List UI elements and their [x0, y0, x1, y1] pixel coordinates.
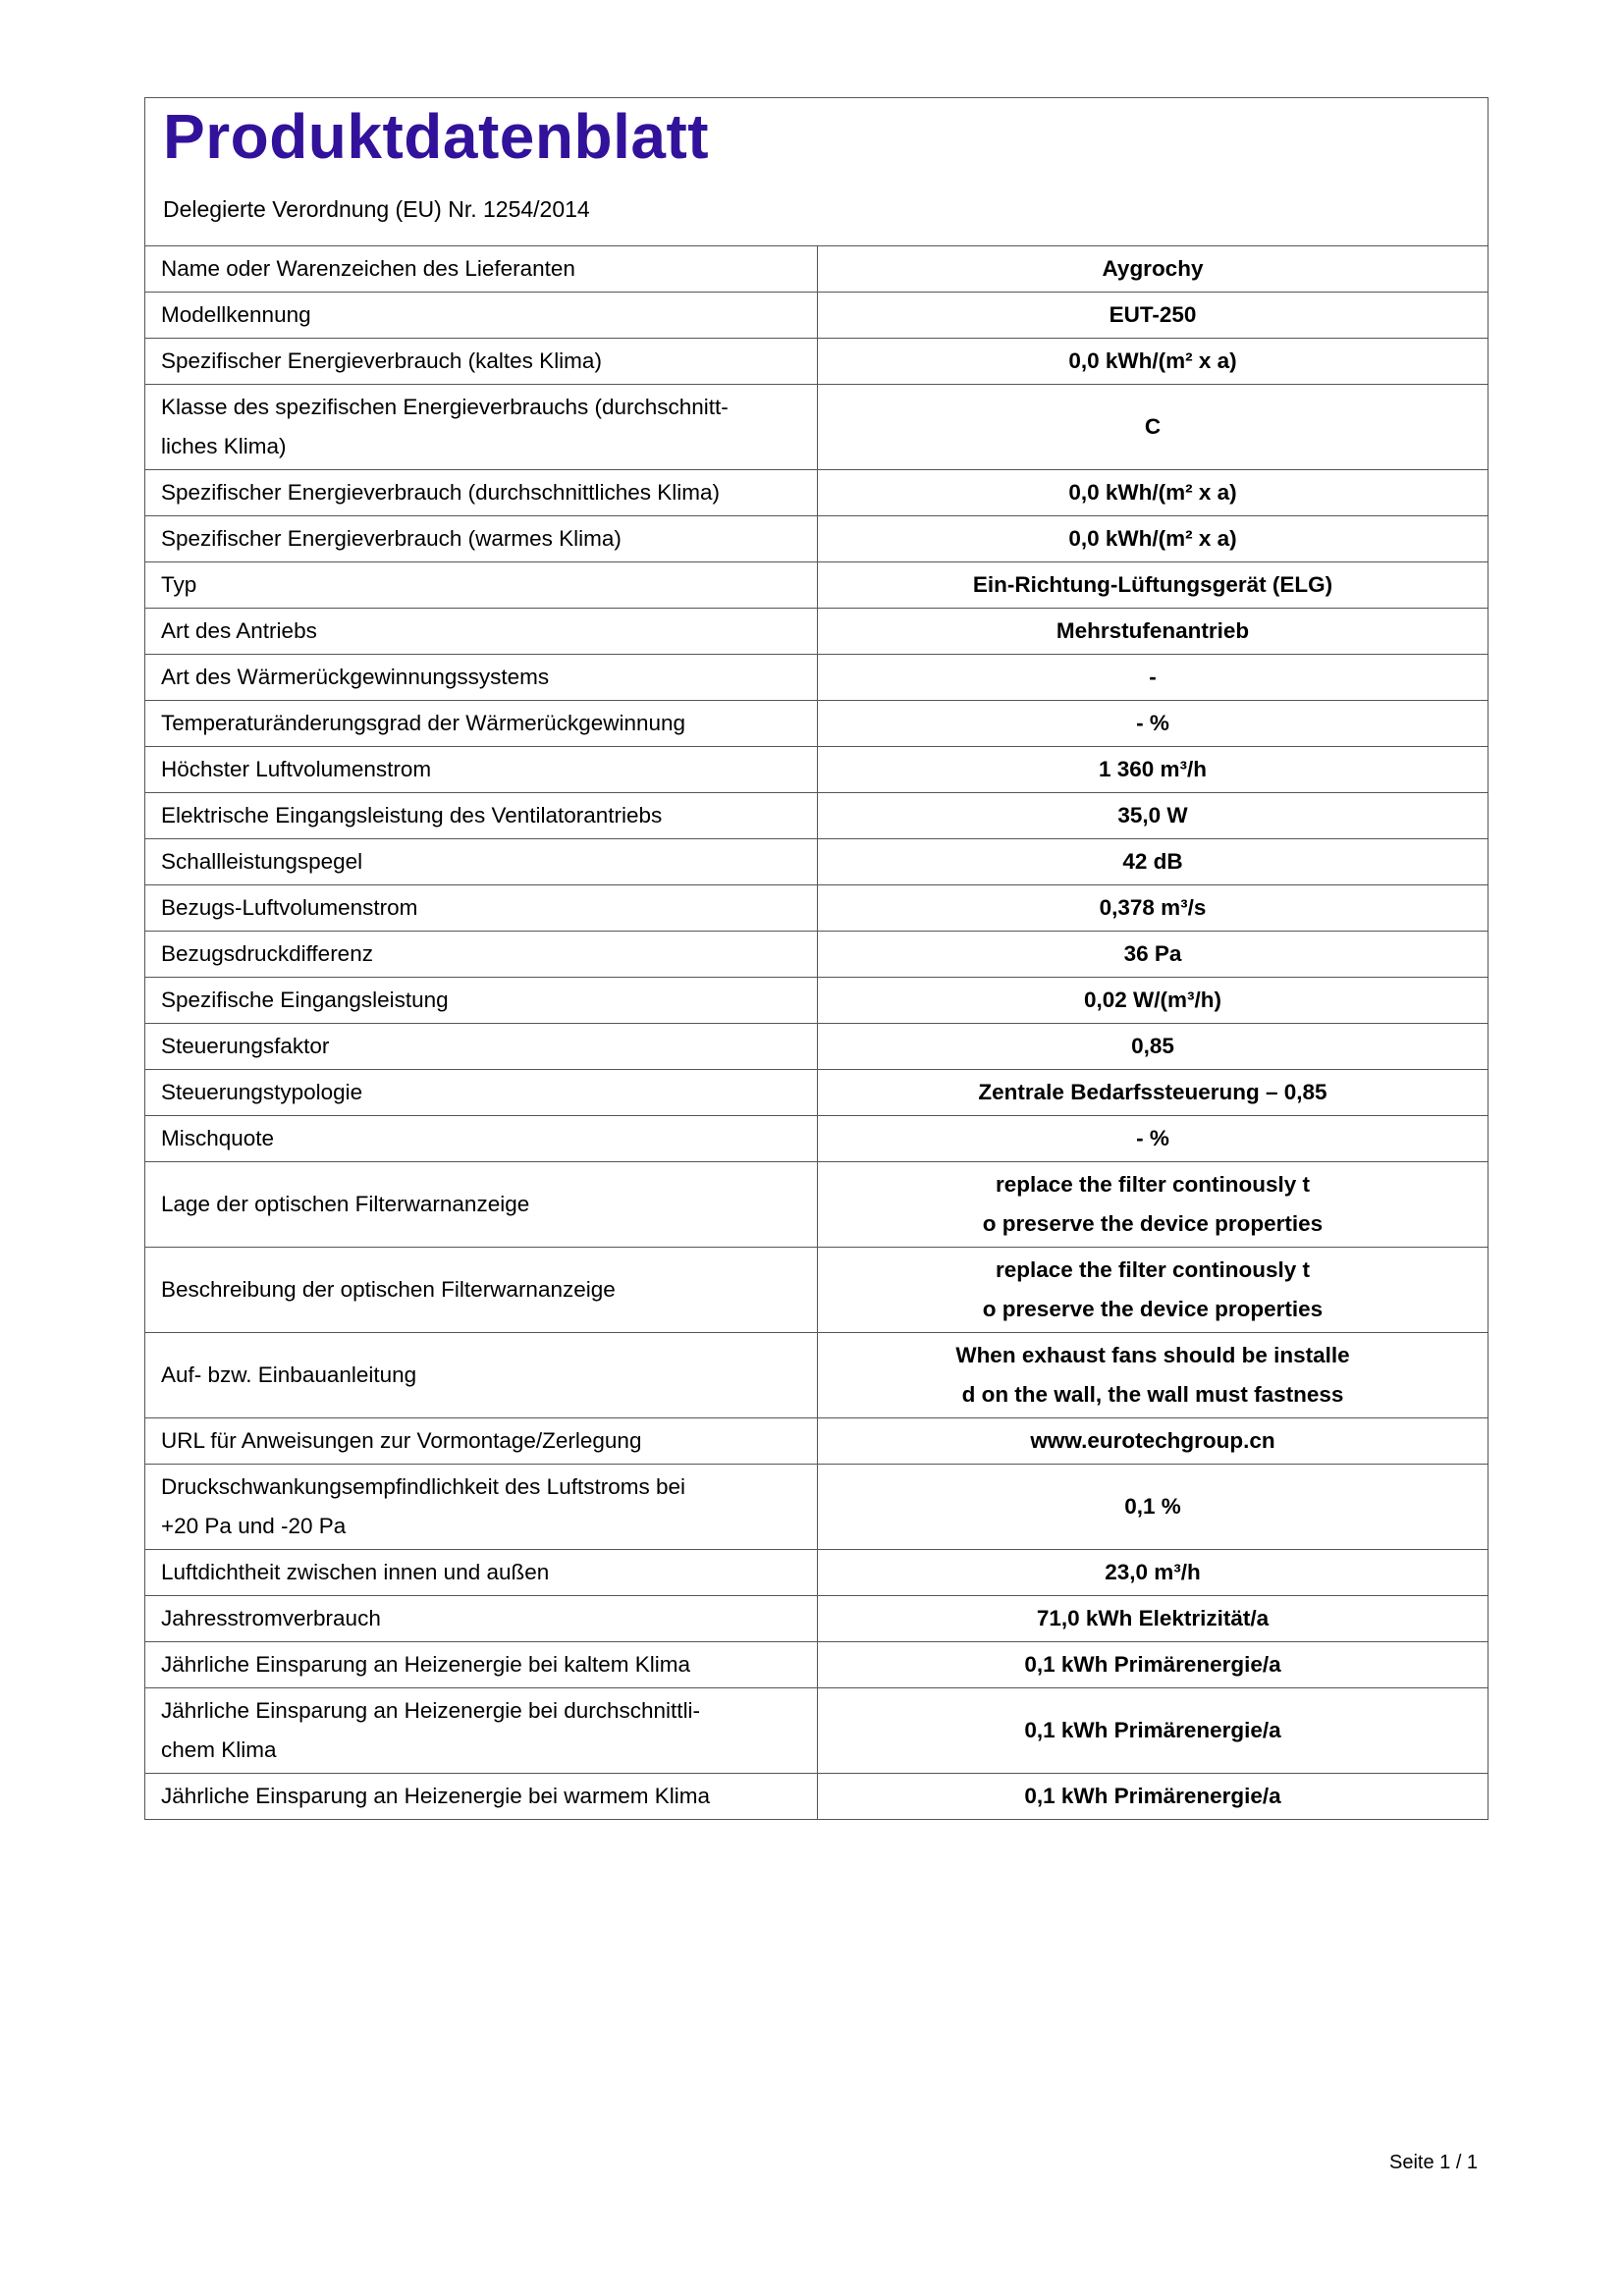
row-value: Aygrochy	[1102, 256, 1204, 281]
row-value: 0,1 %	[818, 1465, 1489, 1550]
row-label: Name oder Warenzeichen des Lieferanten	[145, 246, 818, 293]
row-label: Druckschwankungsempfindlichkeit des Luftstroms bei +20 Pa und -20 Pa	[145, 1465, 818, 1550]
table-row	[145, 747, 1488, 793]
row-label: Schallleistungspegel	[145, 839, 818, 885]
data-table	[145, 246, 1488, 1819]
table-row	[145, 562, 1488, 609]
row-value: 0,0 kWh/(m² x a)	[818, 516, 1489, 562]
product-data-sheet	[144, 97, 1489, 1820]
row-value: 1 360 m³/h	[818, 747, 1489, 793]
row-value: 35,0 W	[818, 793, 1489, 839]
row-label: Spezifische Eingangsleistung	[145, 978, 818, 1024]
table-row	[145, 1596, 1488, 1642]
row-value: Ein-Richtung-Lüftungsgerät (ELG)	[818, 562, 1489, 609]
row-value: When exhaust fans should be installe d on the wall, the wall must fastness	[818, 1333, 1489, 1418]
row-label: Spezifischer Energieverbrauch (warmes Klima)	[145, 516, 818, 562]
table-row	[145, 1418, 1488, 1465]
row-label: Mischquote	[145, 1116, 818, 1162]
table-row	[145, 1024, 1488, 1070]
row-label: Auf- bzw. Einbauanleitung	[145, 1333, 818, 1418]
table-row	[145, 1116, 1488, 1162]
row-label: Luftdichtheit zwischen innen und außen	[145, 1550, 818, 1596]
table-row	[145, 1070, 1488, 1116]
row-label: URL für Anweisungen zur Vormontage/Zerlegung	[145, 1418, 818, 1465]
row-label: Bezugsdruckdifferenz	[145, 932, 818, 978]
table-row	[145, 885, 1488, 932]
header	[145, 98, 1488, 246]
row-label: Höchster Luftvolumenstrom	[145, 747, 818, 793]
table-row	[145, 1248, 1488, 1333]
table-row	[145, 655, 1488, 701]
table-row	[145, 793, 1488, 839]
row-label: Typ	[145, 562, 818, 609]
row-label: Lage der optischen Filterwarnanzeige	[145, 1162, 818, 1248]
table-row	[145, 516, 1488, 562]
row-value: 36 Pa	[818, 932, 1489, 978]
row-value: 0,378 m³/s	[818, 885, 1489, 932]
table-row	[145, 1465, 1488, 1550]
row-value: EUT-250	[818, 293, 1489, 339]
row-value: Zentrale Bedarfssteuerung – 0,85	[818, 1070, 1489, 1116]
row-label: Beschreibung der optischen Filterwarnanzeige	[145, 1248, 818, 1333]
table-row	[145, 701, 1488, 747]
row-label: Art des Antriebs	[145, 609, 818, 655]
row-value: replace the filter continously t o preserve the device properties	[818, 1248, 1489, 1333]
row-value: 0,1 kWh Primärenergie/a	[818, 1688, 1489, 1774]
row-value: 42 dB	[818, 839, 1489, 885]
row-label: Temperaturänderungsgrad der Wärmerückgewinnung	[145, 701, 818, 747]
table-row	[145, 609, 1488, 655]
row-label: Elektrische Eingangsleistung des Ventilatorantriebs	[145, 793, 818, 839]
table-row	[145, 246, 1488, 293]
table-row	[145, 1333, 1488, 1418]
row-label: Jährliche Einsparung an Heizenergie bei kaltem Klima	[145, 1642, 818, 1688]
page-number: Seite 1 / 1	[1389, 2152, 1479, 2173]
row-value: www.eurotechgroup.cn	[818, 1418, 1489, 1465]
row-label: Klasse des spezifischen Energieverbrauchs (durchschnitt- liches Klima)	[145, 385, 818, 470]
row-label: Spezifischer Energieverbrauch (durchschnittliches Klima)	[145, 470, 818, 516]
row-value: 23,0 m³/h	[818, 1550, 1489, 1596]
table-row	[145, 470, 1488, 516]
row-label: Jährliche Einsparung an Heizenergie bei durchschnittli- chem Klima	[145, 1688, 818, 1774]
row-label: Bezugs-Luftvolumenstrom	[145, 885, 818, 932]
table-row	[145, 932, 1488, 978]
row-value: replace the filter continously t o preserve the device properties	[818, 1162, 1489, 1248]
row-value: 0,0 kWh/(m² x a)	[818, 339, 1489, 385]
table-row	[145, 839, 1488, 885]
row-value: - %	[818, 701, 1489, 747]
table-row	[145, 978, 1488, 1024]
table-row	[145, 385, 1488, 470]
table-row	[145, 1642, 1488, 1688]
table-row	[145, 1774, 1488, 1820]
row-label: Art des Wärmerückgewinnungssystems	[145, 655, 818, 701]
row-value: -	[818, 655, 1489, 701]
table-row	[145, 1162, 1488, 1248]
regulation-subtitle: Delegierte Verordnung (EU) Nr. 1254/2014	[163, 196, 590, 222]
row-label: Modellkennung	[145, 293, 818, 339]
row-value: 71,0 kWh Elektrizität/a	[818, 1596, 1489, 1642]
row-label: Jährliche Einsparung an Heizenergie bei warmem Klima	[145, 1774, 818, 1820]
row-value: 0,85	[818, 1024, 1489, 1070]
row-value: C	[818, 385, 1489, 470]
page-title: Produktdatenblatt	[163, 101, 710, 172]
row-label: Spezifischer Energieverbrauch (kaltes Klima)	[145, 339, 818, 385]
row-value: - %	[818, 1116, 1489, 1162]
table-row	[145, 1550, 1488, 1596]
row-label: Steuerungsfaktor	[145, 1024, 818, 1070]
table-row	[145, 1688, 1488, 1774]
row-value: Mehrstufenantrieb	[818, 609, 1489, 655]
row-value: 0,1 kWh Primärenergie/a	[818, 1642, 1489, 1688]
table-row	[145, 339, 1488, 385]
row-value: 0,02 W/(m³/h)	[818, 978, 1489, 1024]
row-label: Steuerungstypologie	[145, 1070, 818, 1116]
table-row	[145, 293, 1488, 339]
row-label: Jahresstromverbrauch	[145, 1596, 818, 1642]
row-value: 0,0 kWh/(m² x a)	[818, 470, 1489, 516]
row-value: 0,1 kWh Primärenergie/a	[818, 1774, 1489, 1820]
